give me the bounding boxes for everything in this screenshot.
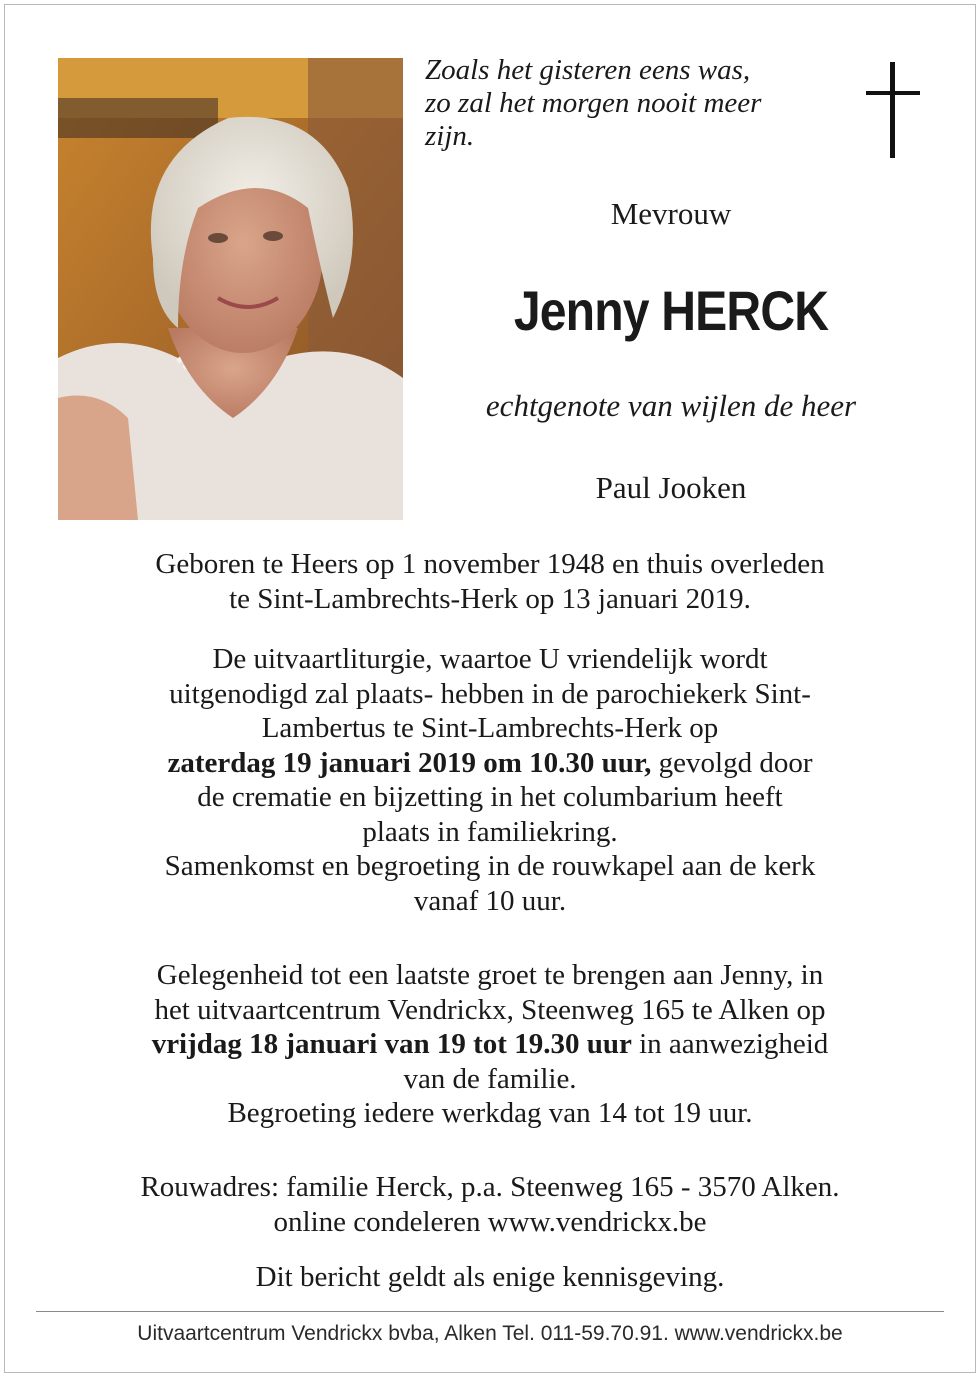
text-line: online condeleren www.vendrickx.be xyxy=(273,1205,707,1238)
address-text xyxy=(40,1170,940,1239)
liturgy-text xyxy=(40,642,940,918)
poem-line: zijn. xyxy=(425,120,475,152)
text-line: plaats in familiekring. xyxy=(362,815,618,848)
text-line: van de familie. xyxy=(403,1062,577,1095)
text-line: het uitvaartcentrum Vendrickx, Steenweg 165 te Alken op xyxy=(154,993,826,1026)
birth-death-text xyxy=(40,547,940,616)
spouse-role: echtgenote van wijlen de heer xyxy=(485,388,857,423)
text-line: de crematie en bijzetting in het columbarium heeft xyxy=(197,781,783,813)
cross-icon xyxy=(866,62,920,158)
notice-text: Dit bericht geldt als enige kennisgeving. xyxy=(255,1261,725,1293)
text-fragment: gevolgd door xyxy=(651,746,813,779)
spouse-name: Paul Jooken xyxy=(595,470,747,505)
text-line: Geboren te Heers op 1 november 1948 en thuis overleden xyxy=(155,548,825,580)
deceased-name: Jenny HERCK xyxy=(513,279,829,342)
text-line: te Sint-Lambrechts-Herk op 13 januari 2019. xyxy=(229,582,751,615)
text-line: vanaf 10 uur. xyxy=(413,884,567,917)
portrait-photo xyxy=(58,58,403,520)
text-line: Gelegenheid tot een laatste groet te brengen aan Jenny, in xyxy=(156,959,824,991)
title-prefix: Mevrouw xyxy=(610,196,732,231)
text-line: Rouwadres: familie Herck, p.a. Steenweg 165 - 3570 Alken. xyxy=(140,1171,840,1203)
text-line: uitgenodigd zal plaats- hebben in de parochiekerk Sint- xyxy=(169,677,811,710)
text-line: Begroeting iedere werkdag van 14 tot 19 uur. xyxy=(227,1097,753,1129)
text-fragment: in aanwezigheid xyxy=(631,1028,829,1060)
viewing-date: vrijdag 18 januari van 19 tot 19.30 uur xyxy=(151,1028,632,1060)
poem-line: Zoals het gisteren eens was, xyxy=(425,54,751,86)
footer-divider xyxy=(36,1311,944,1312)
text-line xyxy=(40,746,940,781)
poem-line: zo zal het morgen nooit meer xyxy=(425,87,762,119)
viewing-text xyxy=(40,958,940,1131)
text-line: Lambertus te Sint-Lambrechts-Herk op xyxy=(261,712,719,744)
liturgy-date: zaterdag 19 januari 2019 om 10.30 uur, xyxy=(167,746,652,779)
poem xyxy=(425,54,845,153)
text-line: De uitvaartliturgie, waartoe U vriendelijk wordt xyxy=(212,643,768,675)
footer-text: Uitvaartcentrum Vendrickx bvba, Alken Tel. 011-59.70.91. www.vendrickx.be xyxy=(137,1322,843,1345)
text-line xyxy=(40,1027,940,1062)
text-line: Samenkomst en begroeting in de rouwkapel aan de kerk xyxy=(164,850,816,882)
